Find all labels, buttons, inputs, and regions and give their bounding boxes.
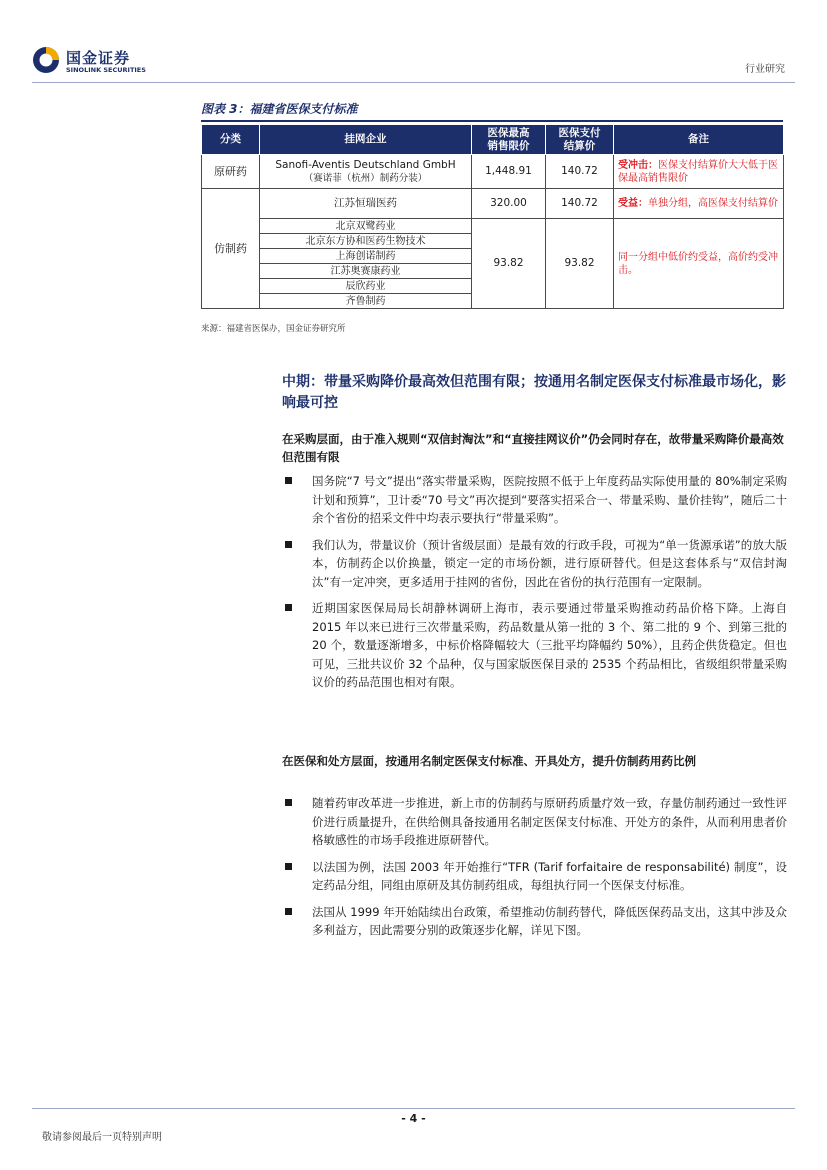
table-row [202,155,784,189]
header-divider [32,82,795,83]
figure-title-rule [201,120,783,122]
subheading-insurance: 在医保和处方层面，按通用名制定医保支付标准、开具处方，提升仿制药用药比例 [282,754,696,768]
bullet-list-procurement [282,472,787,700]
bullet-square-icon [285,908,292,915]
list-item [282,858,787,895]
table-header-row [202,125,784,155]
list-item-text: 国务院“7 号文”提出“落实带量采购，医院按照不低于上年度药品实际使用量的 80%制定采购计划和预算”，卫计委“70 号文”再次提到“要落实招采合一、带量采购、量价挂钩”，随后二十余个省份的招采文件中均表示要执行“带量采购”。 [312,474,787,525]
bullet-square-icon [285,863,292,870]
header-settle-price: 医保支付 结算价 [546,125,614,155]
company-cell: 江苏奥赛康药业 [260,264,472,279]
company-cell: 北京东方协和医药生物技术 [260,234,472,249]
list-item [282,472,787,528]
settle-price-cell: 140.72 [546,155,614,189]
settle-price-cell: 140.72 [546,189,614,219]
payment-standard-table [201,124,784,309]
logo-mark-icon [32,46,60,74]
bullet-square-icon [285,799,292,806]
note-cell [614,189,784,219]
note-cell: 同一分组中低价约受益，高价约受冲击。 [614,219,784,309]
report-type: 行业研究 [745,64,785,75]
figure-title: 图表 3：福建省医保支付标准 [201,102,358,116]
header-category: 分类 [202,125,260,155]
bullet-square-icon [285,477,292,484]
company-cell: 北京双鹭药业 [260,219,472,234]
subheading-procurement: 在采购层面，由于准入规则“双信封淘汰”和“直接挂网议价”仍会同时存在，故带量采购降价最高效但范围有限 [282,432,784,464]
bullet-square-icon [285,604,292,611]
list-item-text: 以法国为例，法国 2003 年开始推行“TFR (Tarif forfaitaire de responsabilité) 制度”，设定药品分组，同组由原研及其仿制药组成，每组执行同一个医保支付标准。 [312,859,787,892]
company-logo [32,46,162,80]
note-label: 受冲击： [618,159,658,171]
company-cell: 辰欣药业 [260,279,472,294]
list-item [282,536,787,592]
page-number: - 4 - [401,1112,426,1125]
list-item-text: 法国从 1999 年开始陆续出台政策，希望推动仿制药替代，降低医保药品支出，这其中涉及众多利益方，因此需要分别的政策逐步化解，详见下图。 [312,904,787,937]
company-cell [260,155,472,189]
footer-disclaimer: 敬请参阅最后一页特别声明 [42,1132,162,1143]
logo-english-name: SINOLINK SECURITIES [66,66,146,74]
max-price-cell: 320.00 [472,189,546,219]
bullet-square-icon [285,541,292,548]
company-cell: 齐鲁制药 [260,294,472,309]
company-name: Sanofi-Aventis Deutschland GmbH [275,158,456,171]
note-text: 单独分组，高医保支付结算价 [648,198,778,209]
header-max-price: 医保最高 销售限价 [472,125,546,155]
company-subtitle: （赛诺菲（杭州）制药分装） [303,172,428,184]
page-header [0,0,827,80]
list-item-text: 近期国家医保局局长胡静林调研上海市，表示要通过带量采购推动药品价格下降。上海自 2015 年以来已进行三次带量采购，药品数量从第一批的 3 个、第二批的 9 个、到第三批的 20 个，数量逐渐增多，中标价格降幅较大（三批平均降幅约 50%），且药企供货稳定。但也可见，三批共议价 32 个品种，仅与国家版医保目录的 2535 个药品相比，省级组织带量采购议价的药品范围也相对有限。 [312,601,787,689]
category-generic: 仿制药 [202,189,260,309]
logo-chinese-name: 国金证券 [66,49,131,67]
list-item-text: 我们认为，带量议价（预计省级层面）是最有效的行政手段，可视为“单一货源承诺”的放大版本，仿制药企以价换量，锁定一定的市场份额，进行原研替代。但是这套体系与“双信封淘汰”有一定冲突，更多适用于挂网的省份，因此在省份的执行范围有一定限制。 [312,537,787,589]
figure-source: 来源：福建省医保办，国金证券研究所 [201,324,346,334]
max-price-cell: 93.82 [472,219,546,309]
note-text: 医保支付结算价大大低于医保最高销售限价 [618,159,778,184]
note-label: 受益： [618,198,648,209]
table-row [202,219,784,234]
section-heading: 中期：带量采购降价最高效但范围有限；按通用名制定医保支付标准最市场化，影响最可控 [282,374,786,411]
settle-price-cell: 93.82 [546,219,614,309]
footer-divider [32,1108,795,1109]
company-cell: 江苏恒瑞医药 [260,189,472,219]
header-note: 备注 [614,125,784,155]
max-price-cell: 1,448.91 [472,155,546,189]
bullet-list-insurance [282,794,787,948]
category-original: 原研药 [202,155,260,189]
list-item-text: 随着药审改革进一步推进，新上市的仿制药与原研药质量疗效一致，存量仿制药通过一致性评价进行质量提升，在供给侧具备按通用名制定医保支付标准、开处方的条件，从而利用患者价格敏感性的市场手段推进原研替代。 [312,796,787,847]
list-item [282,903,787,940]
list-item [282,794,787,850]
company-cell: 上海创诺制药 [260,249,472,264]
header-company: 挂网企业 [260,125,472,155]
note-cell [614,155,784,189]
list-item [282,599,787,692]
table-row [202,189,784,219]
